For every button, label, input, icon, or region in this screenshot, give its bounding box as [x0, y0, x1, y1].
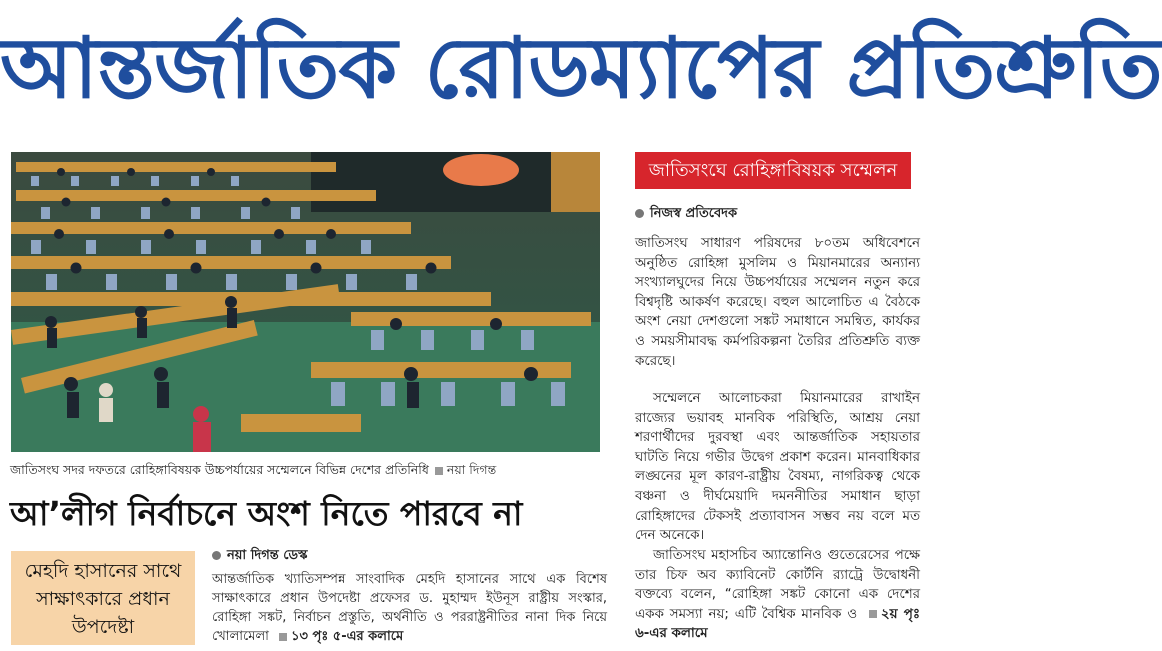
- reporter-byline: [635, 204, 737, 224]
- photo-source: নয়া দিগন্ত: [446, 462, 497, 477]
- interview-box-label: মেহদি হাসানের সাথে সাক্ষাৎকারে প্রধান উপদেষ্টা: [24, 560, 182, 638]
- assembly-photo: [11, 152, 600, 452]
- reporter-name: নিজস্ব প্রতিবেদক: [650, 206, 738, 221]
- lead-paragraph-1: জাতিসংঘ সাধারণ পরিষদের ৮০তম অধিবেশনে অনুষ্ঠিত রোহিঙ্গা মুসলিম ও মিয়ানমারের অন্যান্য সংখ্যালঘুদের নিয়ে উচ্চপর্যায়ের সম্মেলন নতুন করে বিশ্বদৃষ্টি আকর্ষণ করেছে। বহুল আলোচিত এ বৈঠকে অংশ নেয়া দেশগুলো সঙ্কট সমাধানে সমন্বিত, কার্যকর ও সময়সীমাবদ্ধ কর্মপরিকল্পনা তৈরির প্রতিশ্রুতি ব্যক্ত করেছে।: [635, 236, 920, 369]
- section-banner: জাতিসংঘে রোহিঙ্গাবিষয়ক সম্মেলন: [635, 152, 911, 189]
- second-headline: আ’লীগ নির্বাচনে অংশ নিতে পারবে না: [10, 494, 523, 533]
- main-headline: আন্তর্জাতিক রোডম্যাপের প্রতিশ্রুতি: [0, 19, 1162, 117]
- interview-box: [11, 551, 195, 645]
- photo-caption-text: জাতিসংঘ সদর দফতরে রোহিঙ্গাবিষয়ক উচ্চপর্যায়ের সম্মেলনে বিভিন্ন দেশের প্রতিনিধি: [10, 462, 429, 477]
- square-bullet-icon: [869, 610, 877, 618]
- interview-body: [212, 570, 607, 646]
- bullet-icon: [635, 209, 644, 218]
- continued-link[interactable]: ১৩ পৃঃ ৫-এর কলামে: [291, 629, 404, 644]
- desk-name: নয়া দিগন্ত ডেস্ক: [227, 548, 308, 563]
- lead-paragraph-3: [635, 546, 920, 644]
- lead-paragraph-3-text: জাতিসংঘ মহাসচিব অ্যান্তোনিও গুতেরেসের পক্ষে তার চিফ অব ক্যাবিনেট কোর্টনি র‌্যাট্রে উদ্বোধনী বক্তব্যে বলেন, “রোহিঙ্গা সঙ্কট কোনো এক দেশের একক সমস্যা নয়; এটি বৈশ্বিক মানবিক ও: [635, 548, 920, 622]
- square-bullet-icon: [435, 467, 443, 475]
- interview-text: আন্তর্জাতিক খ্যাতিসম্পন্ন সাংবাদিক মেহদি হাসানের সাথে এক বিশেষ সাক্ষাৎকারে প্রধান উপদেষ্টা প্রফেসর ড. মুহাম্মদ ইউনূস রাষ্ট্রীয় সংস্কার, রোহিঙ্গা সঙ্কট, নির্বাচন প্রস্তুতি, অর্থনীতি ও পররাষ্ট্রনীতির নানা দিক নিয়ে খোলামেলা: [212, 572, 607, 644]
- desk-byline: [212, 546, 307, 566]
- bullet-icon: [212, 551, 221, 560]
- assembly-photo-illustration: [11, 152, 600, 452]
- photo-caption: [10, 459, 610, 481]
- lead-paragraph-2: সম্মেলনে আলোচকরা মিয়ানমারের রাখাইন রাজ্যের ভয়াবহ মানবিক পরিস্থিতি, আশ্রয় নেয়া শরণার্থীদের দুরবস্থা এবং আন্তর্জাতিক সহায়তার ঘাটতি নিয়ে গভীর উদ্বেগ প্রকাশ করেন। মানবাধিকার লঙ্ঘনের মূল কারণ-রাষ্ট্রীয় বৈষম্য, নাগরিকত্ব থেকে বঞ্চনা ও দীর্ঘমেয়াদি দমননীতির সমাধান ছাড়া রোহিঙ্গাদের টেকসই প্রত্যাবাসন সম্ভব নয় বলে মত দেন অনেকে।: [635, 391, 920, 544]
- continued-link[interactable]: ২য় পৃঃ ৬-এর কলামে: [635, 606, 920, 642]
- square-bullet-icon: [279, 633, 287, 641]
